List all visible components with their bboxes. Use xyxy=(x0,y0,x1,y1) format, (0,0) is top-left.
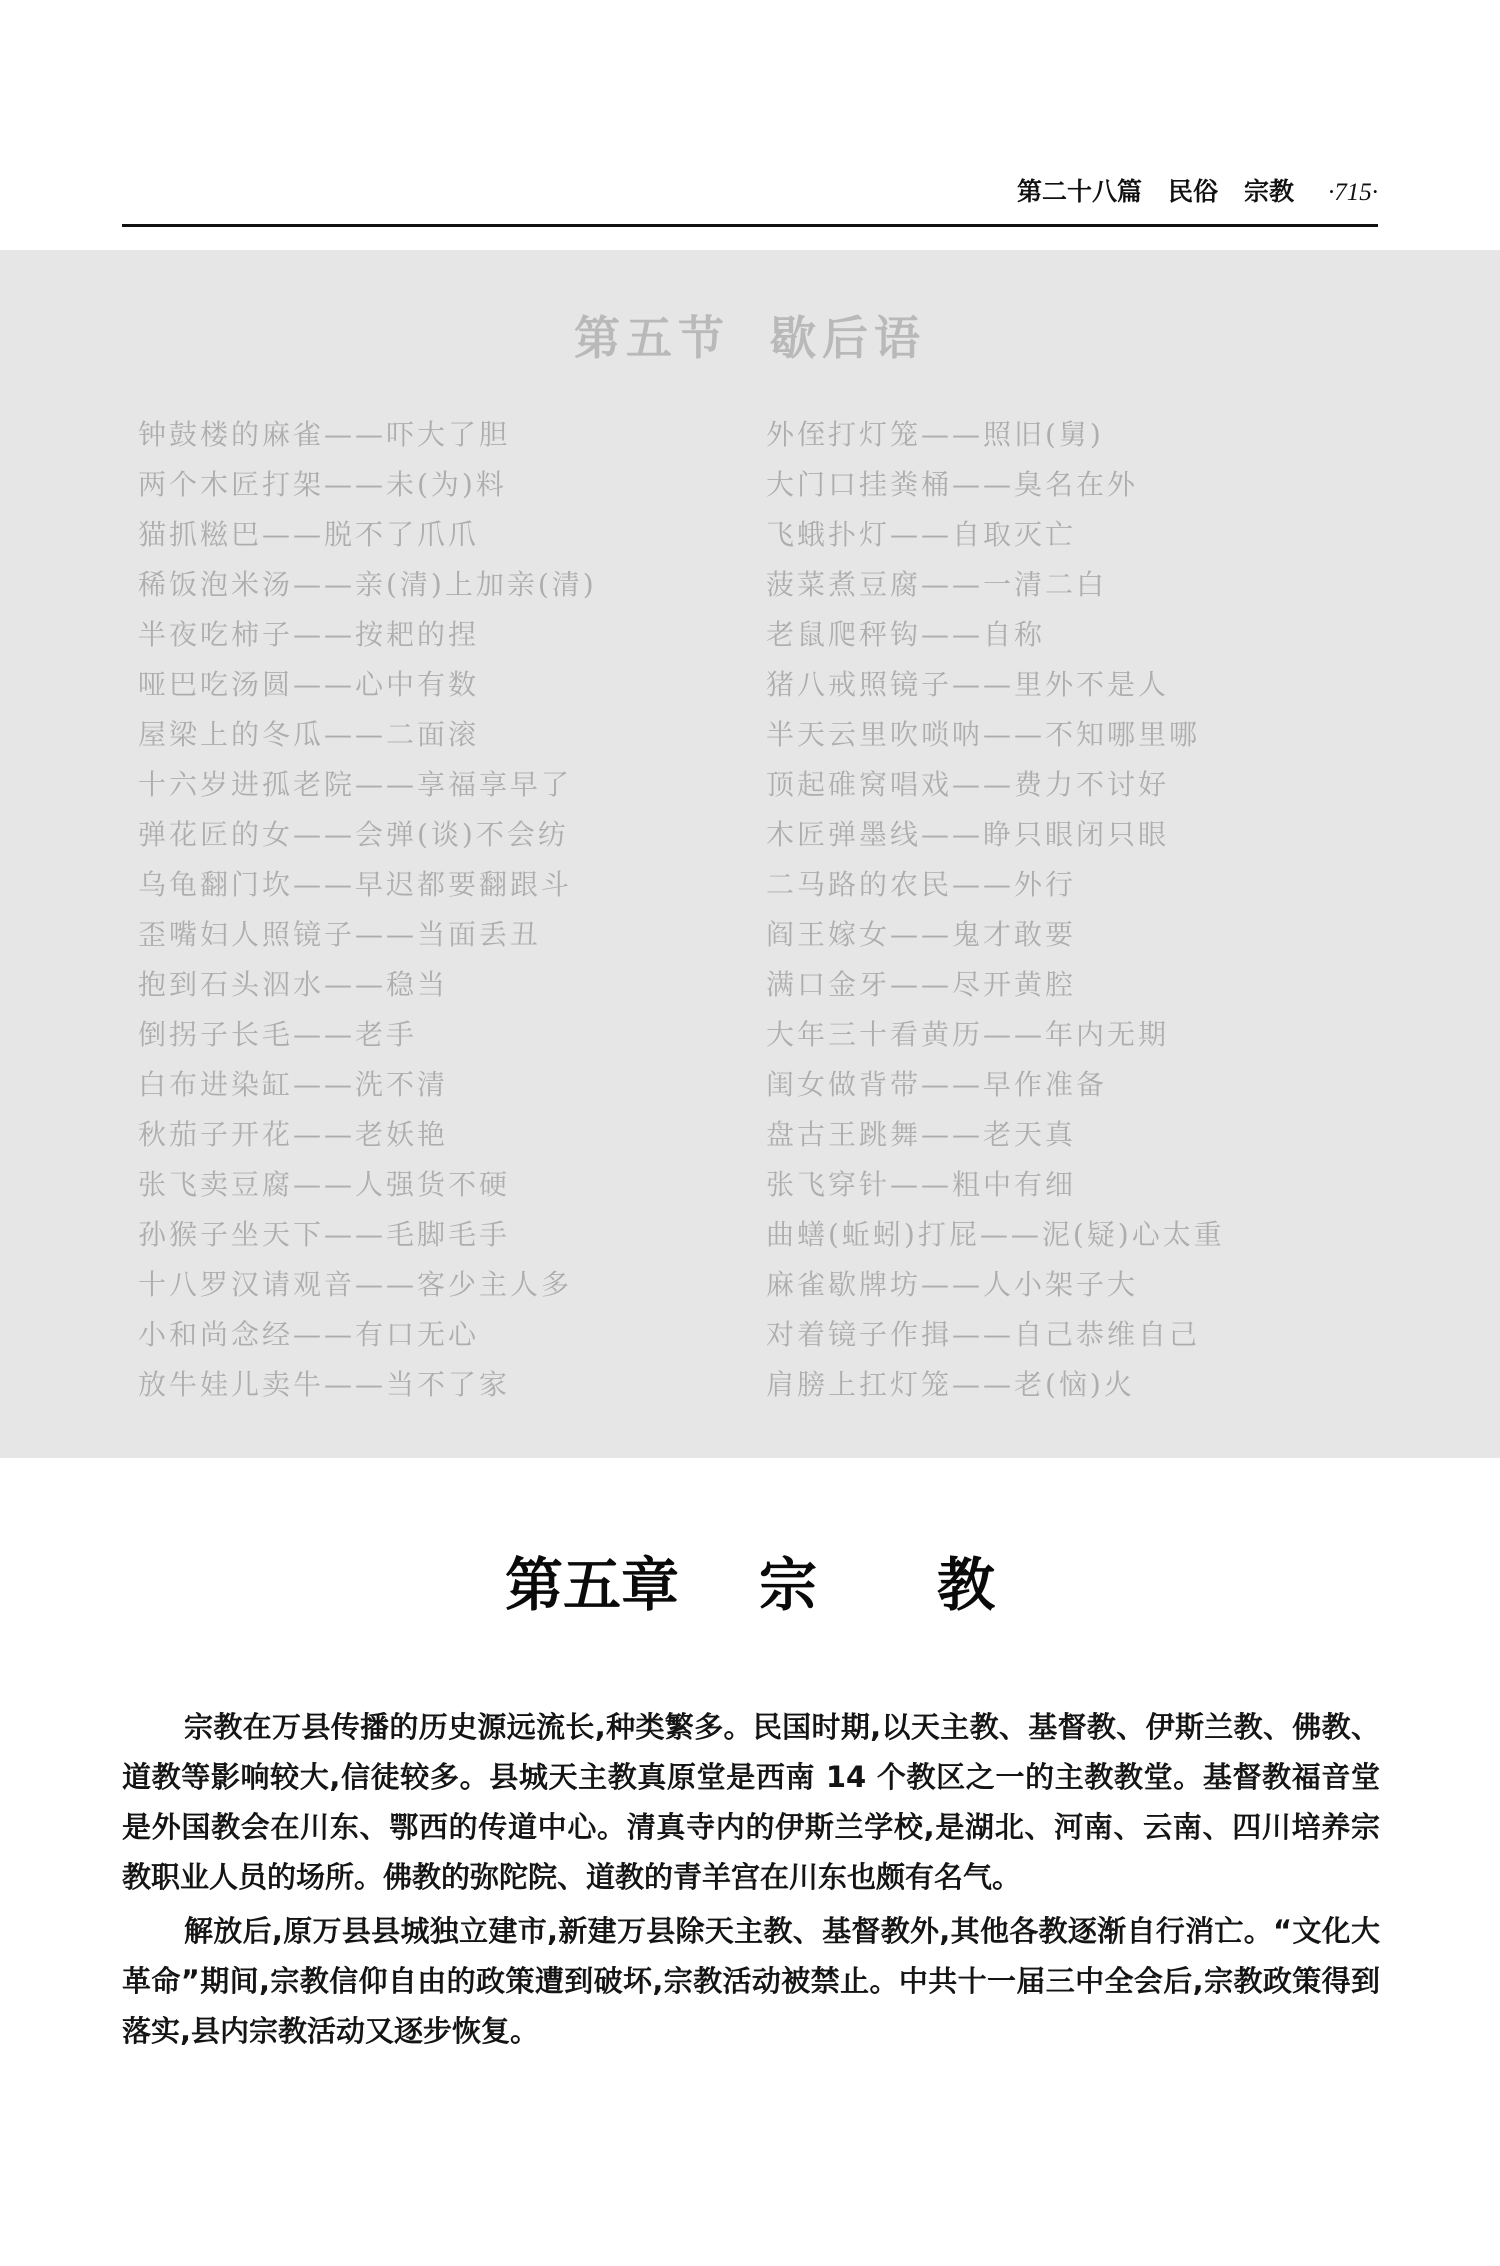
header-section-religion: 宗教 xyxy=(1243,177,1294,206)
xiehouyu-entry: 小和尚念经——有口无心 xyxy=(138,1318,480,1351)
xiehouyu-entry: 十六岁进孤老院——享福享早了 xyxy=(138,768,573,801)
xiehouyu-entry: 抱到石头泅水——稳当 xyxy=(138,968,449,1001)
xiehouyu-entry: 半天云里吹唢呐——不知哪里哪 xyxy=(766,718,1201,751)
xiehouyu-entry: 大年三十看黄历——年内无期 xyxy=(766,1018,1170,1051)
running-header xyxy=(124,172,1378,212)
xiehouyu-entry: 肩膀上扛灯笼——老(恼)火 xyxy=(766,1368,1135,1401)
xiehouyu-entry: 猫抓糍巴——脱不了爪爪 xyxy=(138,518,480,551)
xiehouyu-entry: 弹花匠的女——会弹(谈)不会纺 xyxy=(138,818,569,851)
xiehouyu-entry: 阎王嫁女——鬼才敢要 xyxy=(766,918,1077,951)
section-title-text: 歇后语 xyxy=(770,311,926,365)
xiehouyu-entry: 二马路的农民——外行 xyxy=(766,868,1077,901)
xiehouyu-entry: 张飞穿针——粗中有细 xyxy=(766,1168,1077,1201)
xiehouyu-entry: 放牛娃儿卖牛——当不了家 xyxy=(138,1368,511,1401)
body-paragraph: 宗教在万县传播的历史源远流长,种类繁多。民国时期,以天主教、基督教、伊斯兰教、佛教、道教等影响较大,信徒较多。县城天主教真原堂是西南 14 个教区之一的主教教堂。基督教福音堂是外国教会在川东、鄂西的传道中心。清真寺内的伊斯兰学校,是湖北、河南、云南、四川培养宗教职业人员的场所。佛教的弥陀院、道教的青羊宫在川东也颇有名气。 xyxy=(122,1710,1380,1894)
chapter-body xyxy=(122,1702,1380,2060)
xiehouyu-entry: 张飞卖豆腐——人强货不硬 xyxy=(138,1168,511,1201)
chapter-title xyxy=(0,1538,1500,1622)
xiehouyu-entry: 歪嘴妇人照镜子——当面丢丑 xyxy=(138,918,542,951)
xiehouyu-entry: 外侄打灯笼——照旧(舅) xyxy=(766,418,1104,451)
xiehouyu-entry: 满口金牙——尽开黄腔 xyxy=(766,968,1077,1001)
xiehouyu-entry: 稀饭泡米汤——亲(清)上加亲(清) xyxy=(138,568,597,601)
section-title xyxy=(0,302,1500,368)
xiehouyu-entry: 大门口挂粪桶——臭名在外 xyxy=(766,468,1139,501)
xiehouyu-right-column xyxy=(766,410,1406,1410)
header-section-folk: 民俗 xyxy=(1167,177,1218,206)
xiehouyu-entry: 两个木匠打架——未(为)料 xyxy=(138,468,507,501)
xiehouyu-entry: 乌龟翻门坎——早迟都要翻跟斗 xyxy=(138,868,573,901)
header-part: 第二十八篇 xyxy=(1016,177,1142,206)
section-title-number: 第五节 xyxy=(574,311,730,365)
xiehouyu-entry: 白布进染缸——洗不清 xyxy=(138,1068,449,1101)
body-paragraph: 解放后,原万县县城独立建市,新建万县除天主教、基督教外,其他各教逐渐自行消亡。“文化大革命”期间,宗教信仰自由的政策遭到破坏,宗教活动被禁止。中共十一届三中全会后,宗教政策得到落实,县内宗教活动又逐步恢复。 xyxy=(122,1914,1380,2048)
xiehouyu-entry: 闺女做背带——早作准备 xyxy=(766,1068,1108,1101)
xiehouyu-entry: 屋梁上的冬瓜——二面滚 xyxy=(138,718,480,751)
xiehouyu-entry: 秋茄子开花——老妖艳 xyxy=(138,1118,449,1151)
xiehouyu-entry: 木匠弹墨线——睁只眼闭只眼 xyxy=(766,818,1170,851)
xiehouyu-entry: 菠菜煮豆腐——一清二白 xyxy=(766,568,1108,601)
header-rule xyxy=(122,224,1378,227)
xiehouyu-entry: 飞蛾扑灯——自取灭亡 xyxy=(766,518,1077,551)
xiehouyu-entry: 十八罗汉请观音——客少主人多 xyxy=(138,1268,573,1301)
xiehouyu-entry: 盘古王跳舞——老天真 xyxy=(766,1118,1077,1151)
xiehouyu-entry: 倒拐子长毛——老手 xyxy=(138,1018,418,1051)
xiehouyu-entry: 老鼠爬秤钩——自称 xyxy=(766,618,1046,651)
page-number: ·715· xyxy=(1328,179,1378,206)
xiehouyu-entry: 对着镜子作揖——自己恭维自己 xyxy=(766,1318,1201,1351)
xiehouyu-left-column xyxy=(138,410,738,1410)
xiehouyu-entry: 麻雀歇牌坊——人小架子大 xyxy=(766,1268,1139,1301)
chapter-title-number: 第五章 xyxy=(504,1551,679,1619)
xiehouyu-entry: 哑巴吃汤圆——心中有数 xyxy=(138,668,480,701)
chapter-title-char-2: 教 xyxy=(937,1551,996,1619)
xiehouyu-entry: 猪八戒照镜子——里外不是人 xyxy=(766,668,1170,701)
xiehouyu-entry: 半夜吃柿子——按耙的捏 xyxy=(138,618,480,651)
xiehouyu-entry: 钟鼓楼的麻雀——吓大了胆 xyxy=(138,418,511,451)
xiehouyu-entry: 顶起碓窝唱戏——费力不讨好 xyxy=(766,768,1170,801)
chapter-title-char-1: 宗 xyxy=(758,1551,817,1619)
xiehouyu-entry: 孙猴子坐天下——毛脚毛手 xyxy=(138,1218,511,1251)
xiehouyu-entry: 曲蟮(蚯蚓)打屁——泥(疑)心太重 xyxy=(766,1218,1225,1251)
